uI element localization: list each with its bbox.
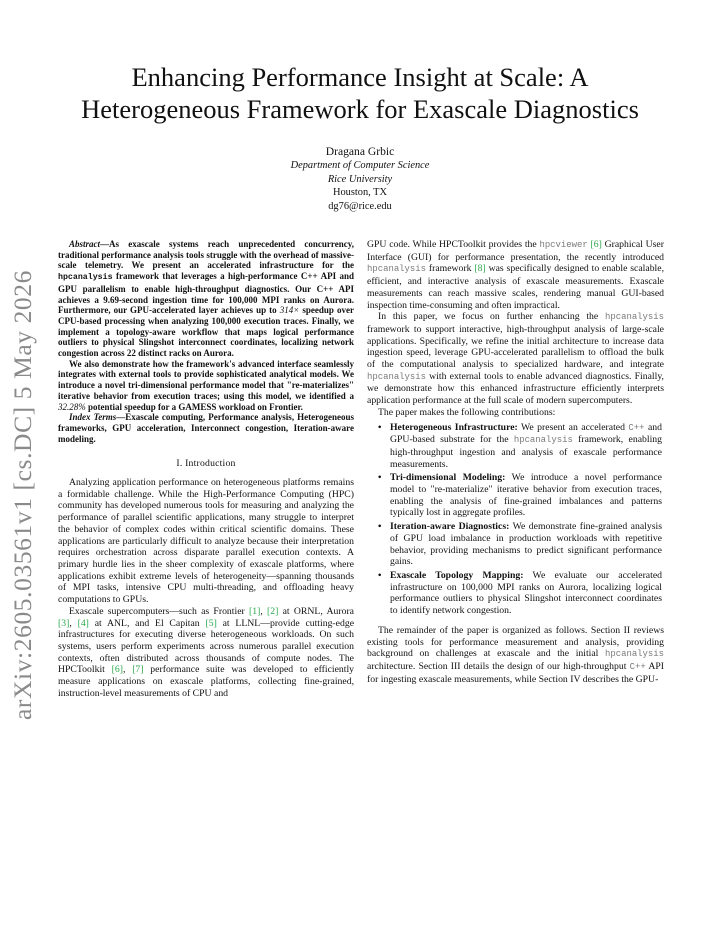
list-item [367, 472, 664, 519]
citation-link[interactable]: [1] [249, 605, 261, 617]
body-text: framework, enabling high-throughput ingestion and analysis of exascale performance measurements. [390, 434, 663, 470]
paper-title [40, 61, 680, 125]
body-text: In this paper, we focus on further enhancing the [378, 311, 605, 323]
citation-link[interactable]: [6] [590, 239, 602, 250]
left-column [58, 239, 354, 699]
body-text: performance suite was developed to efficiently measure applications on exascale platforms, collecting fine-grained, instruction-level measurements of CPU and [58, 664, 355, 699]
citation-link[interactable]: [3] [58, 617, 70, 629]
bullet: • [378, 569, 382, 581]
abstract-label: Abstract [69, 239, 101, 249]
body-text: We introduce a novel performance model to "re-materialize" iterative behavior from execution traces, enabling the analysis of fine-grained imbalances and patterns typically lost in aggregate profiles. [390, 472, 662, 519]
title-line-1: Enhancing Performance Insight at Scale: A [131, 62, 589, 92]
body-text: API for ingesting exascale measurements, while Section IV describes the GPU- [367, 660, 664, 685]
list-item [367, 521, 664, 568]
speedup-value: 314× [279, 305, 300, 316]
citation-link[interactable]: [4] [77, 617, 89, 629]
code-term: hpcanalysis [367, 264, 426, 275]
code-term: hpcanalysis [58, 273, 113, 283]
bullet: • [378, 521, 382, 533]
intro-paragraph-5 [367, 625, 664, 686]
abstract-text: potential speedup for a GAMESS workload on Frontier. [85, 401, 303, 412]
body-text: Graphical User Interface (GUI) for performance presentation, the recently introduced [367, 239, 664, 263]
body-text: was specifically designed to enable scalable, efficient, and interactive analysis of exascale measurements. Exascale measurements can reach massive scales, rendering manual GUI-based inspection time-consuming and often impractical. [367, 263, 664, 311]
code-term: hpcanalysis [605, 649, 664, 660]
author-name: Dragana Grbic [325, 145, 395, 158]
citation-link[interactable]: [8] [474, 263, 486, 275]
body-text: The remainder of the paper is organized as follows. Section II reviews existing tools for performance measurement and analysis, providing background on challenges at exascale and the initial [367, 624, 664, 660]
title-line-2: Heterogeneous Framework for Exascale Diagnostics [81, 94, 639, 124]
body-text: Exascale supercomputers—such as Frontier [69, 605, 249, 617]
code-term: C++ [629, 661, 646, 672]
abstract-text: —As exascale systems reach unprecedented concurrency, traditional performance analysis tools struggle with the overhead of massive-scale telemetry. We present an accelerated infrastructure for the [58, 239, 354, 271]
citation-link[interactable]: [7] [132, 664, 144, 676]
body-text: GPU code. While HPCToolkit provides the [367, 239, 540, 250]
author-block [160, 145, 560, 213]
bullet: • [378, 421, 382, 433]
code-term: hpcviewer [539, 240, 588, 250]
contribution-title: Heterogeneous Infrastructure: [390, 421, 518, 433]
body-text: framework to support interactive, high-throughput analysis of large-scale applications. Specifically, we refine the initial architecture to increase data ingestion speed, leverage GPU-accelerated parallelism to offload the bulk of the computational analysis to specialized hardware, and integrate [367, 323, 664, 371]
intro-paragraph-3: GPU code. While HPCToolkit provides the hpcviewer [6] Graphical User Interface (GUI) for performance presentation, the recently introduced hpcanalysis framework [8] was specifically designed to enable scalable, efficient, and interactive analysis of exascale measurements. Exascale measurements can reach massive scales, rendering manual GUI-based inspection time-consuming and often impractical. [367, 239, 664, 311]
body-text: We evaluate our accelerated infrastructure on 100,000 MPI ranks on Aurora, localizing logical performance outliers to physical Slingshot interconnect coordinates to identify network congestion. [390, 569, 662, 617]
index-terms-text: —Exascale computing, Performance analysis, Heterogeneous frameworks, GPU acceleration, Interconnect congestion, Iteration-aware modeling. [58, 412, 354, 444]
intro-paragraph-4 [367, 311, 664, 407]
abstract-text: We also demonstrate how the framework's advanced interface seamlessly integrates with external tools to provide sophisticated analytical models. We introduce a novel tri-dimensional performance model that "re-materializes" iterative behavior from execution traces; using this model, we identified a [58, 358, 354, 401]
author-email: dg76@rice.edu [328, 200, 392, 212]
citation-link[interactable]: [2] [267, 605, 279, 617]
body-text: at LLNL—provide cutting-edge infrastructures for executing diverse heterogeneous workloads. On such systems, users perform experiments across numerous parallel execution contexts, often distributed across thousands of compute nodes. The HPCToolkit [58, 617, 355, 676]
contributions-intro: The paper makes the following contributions: [378, 406, 556, 418]
author-university: Rice University [327, 173, 393, 185]
index-terms-label: Index Terms [69, 412, 117, 423]
contribution-title: Tri-dimensional Modeling: [390, 472, 506, 484]
arxiv-identifier: arXiv:2605.03561v1 [cs.DC] 5 May 2026 [8, 270, 37, 720]
body-text: at ORNL, Aurora [278, 605, 355, 617]
abstract-text: speedup over CPU-based processing when analyzing 100,000 execution traces. Finally, we implement a topology-aware workflow that maps logical performance outliers to physical Slingshot interconnect coordinates, localizing network congestion across 22 distinct racks on Aurora. [58, 305, 354, 359]
author-department: Department of Computer Science [290, 160, 430, 172]
abstract-paragraph-1 [58, 239, 354, 359]
body-text: and GPU-based substrate for the [390, 421, 662, 446]
index-terms [58, 412, 354, 444]
list-item [367, 570, 664, 617]
author-location: Houston, TX [332, 187, 388, 199]
citation-link[interactable]: [6] [111, 664, 123, 676]
abstract-paragraph-2 [58, 359, 354, 413]
speedup-value: 32.28% [58, 401, 86, 412]
contribution-title: Exascale Topology Mapping: [390, 569, 524, 581]
list-item [367, 422, 664, 471]
section-heading: I. Introduction [176, 458, 236, 470]
bullet: • [378, 472, 382, 484]
body-text: with external tools to enable advanced diagnostics. Finally, we demonstrate how this enhanced infrastructure efficiently interprets application performance at the full scale of modern supercomputers. [367, 370, 664, 407]
code-term: C++ [628, 422, 645, 433]
code-term: hpcanalysis [605, 312, 664, 323]
intro-paragraph-2: Exascale supercomputers—such as Frontier [1], [2] at ORNL, Aurora [3], [4] at ANL, and El Capitan [5] at LLNL—provide cutting-edge infrastructures for executing diverse heterogeneous workloads. On such systems, users perform experiments across numerous parallel execution contexts, often distributed across thousands of compute nodes. The HPCToolkit [6], [7] performance suite was developed to efficiently measure applications on exascale platforms, collecting fine-grained, instruction-level measurements of CPU and [58, 605, 355, 699]
intro-paragraph-1: Analyzing application performance on heterogeneous platforms remains a formidable challenge. While the High-Performance Computing (HPC) community has developed numerous tools for measuring and analyzing the performance of parallel scientific applications, many struggle to interpret the behavior of complex codes within critical scientific domains. These applications are particularly difficult to analyze because their interpretation requires orchestration across disparate parallel execution contexts. A primary hurdle lies in the sheer complexity of exascale platforms, where applications exhibit extreme levels of heterogeneity—spanning thousands of MPI tasks, intensive CPU multi-threading, and offloading heavy computations to GPUs. [58, 477, 354, 606]
body-text: architecture. Section III details the design of our high-throughput [367, 660, 630, 672]
body-text: at ANL, and El Capitan [88, 617, 206, 629]
right-column [367, 239, 664, 685]
code-term: hpcanalysis [513, 435, 573, 446]
body-text: We present an accelerated [517, 421, 629, 433]
body-text: We demonstrate fine-grained analysis of GPU load imbalance in production workloads with repetitive behavior, providing mechanisms to predict significant performance gains. [390, 521, 662, 568]
contributions-list [367, 422, 664, 617]
contribution-title: Iteration-aware Diagnostics: [390, 521, 510, 533]
abstract-text: framework that leverages a high-performance C++ API and GPU parallelism to enable high-throughput diagnostics. Our C++ API achieves a 9.69-second ingestion time for 100,000 MPI ranks on Aurora. Furthermore, our GPU-accelerated layer achieves up to [58, 271, 354, 316]
code-term: hpcanalysis [367, 371, 426, 382]
citation-link[interactable]: [5] [205, 617, 217, 629]
